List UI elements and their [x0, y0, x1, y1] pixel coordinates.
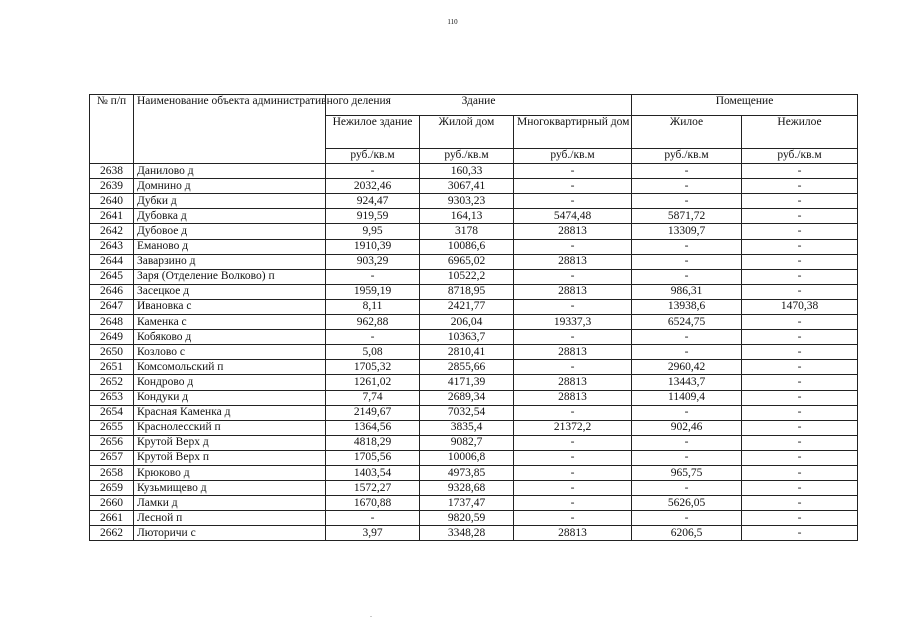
nonres-premises-value: -: [742, 405, 858, 420]
row-number: 2662: [90, 526, 134, 541]
table-row: [90, 254, 858, 269]
nonres-premises-value: -: [742, 345, 858, 360]
res-house-value: 3348,28: [420, 526, 514, 541]
table-row: [90, 390, 858, 405]
res-house-value: 9303,23: [420, 194, 514, 209]
object-name: Дубки д: [134, 194, 326, 209]
nonres-premises-value: -: [742, 375, 858, 390]
res-house-value: 10522,2: [420, 269, 514, 284]
header-nonres-building: Нежилое здание: [326, 116, 420, 149]
table-row: [90, 405, 858, 420]
nonres-premises-value: -: [742, 435, 858, 450]
row-number: 2639: [90, 179, 134, 194]
apartment-house-value: -: [514, 299, 632, 314]
nonres-building-value: -: [326, 330, 420, 345]
row-number: 2643: [90, 239, 134, 254]
apartment-house-value: 5474,48: [514, 209, 632, 224]
row-number: 2658: [90, 465, 134, 480]
apartment-house-value: 28813: [514, 224, 632, 239]
res-house-value: 6965,02: [420, 254, 514, 269]
nonres-building-value: 919,59: [326, 209, 420, 224]
nonres-building-value: 2149,67: [326, 405, 420, 420]
row-number: 2644: [90, 254, 134, 269]
nonres-building-value: -: [326, 164, 420, 179]
nonres-premises-value: -: [742, 465, 858, 480]
apartment-house-value: -: [514, 360, 632, 375]
table-row: [90, 315, 858, 330]
nonres-premises-value: -: [742, 511, 858, 526]
nonres-building-value: 1364,56: [326, 420, 420, 435]
nonres-premises-value: 1470,38: [742, 299, 858, 314]
nonres-building-value: 903,29: [326, 254, 420, 269]
object-name: Ламки д: [134, 496, 326, 511]
object-name: Заря (Отделение Волково) п: [134, 269, 326, 284]
scan-mark: .: [370, 610, 372, 619]
row-number: 2647: [90, 299, 134, 314]
nonres-building-value: 9,95: [326, 224, 420, 239]
table-row: [90, 526, 858, 541]
res-premises-value: -: [632, 164, 742, 179]
row-number: 2656: [90, 435, 134, 450]
page-number: 110: [447, 18, 458, 26]
table-row: [90, 224, 858, 239]
unit-label: руб./кв.м: [514, 149, 632, 164]
apartment-house-value: 21372,2: [514, 420, 632, 435]
table-row: [90, 330, 858, 345]
header-nonres-premises: Нежилое: [742, 116, 858, 149]
apartment-house-value: -: [514, 269, 632, 284]
res-house-value: 10363,7: [420, 330, 514, 345]
res-premises-value: -: [632, 179, 742, 194]
row-number: 2657: [90, 450, 134, 465]
table-row: [90, 179, 858, 194]
table-row: [90, 360, 858, 375]
nonres-premises-value: -: [742, 194, 858, 209]
apartment-house-value: 19337,3: [514, 315, 632, 330]
res-house-value: 4171,39: [420, 375, 514, 390]
res-house-value: 164,13: [420, 209, 514, 224]
res-house-value: 3067,41: [420, 179, 514, 194]
res-house-value: 3178: [420, 224, 514, 239]
apartment-house-value: 28813: [514, 345, 632, 360]
nonres-building-value: -: [326, 511, 420, 526]
res-premises-value: -: [632, 435, 742, 450]
table-row: [90, 420, 858, 435]
valuation-table: [89, 94, 858, 541]
nonres-premises-value: -: [742, 164, 858, 179]
res-premises-value: -: [632, 254, 742, 269]
object-name: Крюково д: [134, 465, 326, 480]
table-row: [90, 481, 858, 496]
res-house-value: 9820,59: [420, 511, 514, 526]
table-row: [90, 435, 858, 450]
nonres-building-value: 1572,27: [326, 481, 420, 496]
nonres-premises-value: -: [742, 239, 858, 254]
res-premises-value: -: [632, 345, 742, 360]
table-row: [90, 194, 858, 209]
table-row: [90, 239, 858, 254]
object-name: Дубовка д: [134, 209, 326, 224]
nonres-premises-value: -: [742, 179, 858, 194]
unit-label: руб./кв.м: [420, 149, 514, 164]
object-name: Еманово д: [134, 239, 326, 254]
table-row: [90, 164, 858, 179]
nonres-premises-value: -: [742, 330, 858, 345]
row-number: 2655: [90, 420, 134, 435]
row-number: 2646: [90, 284, 134, 299]
object-name: Красная Каменка д: [134, 405, 326, 420]
header-name: Наименование объекта административного деления: [134, 95, 326, 164]
table-row: [90, 465, 858, 480]
res-house-value: 4973,85: [420, 465, 514, 480]
res-house-value: 206,04: [420, 315, 514, 330]
row-number: 2648: [90, 315, 134, 330]
object-name: Люторичи с: [134, 526, 326, 541]
object-name: Данилово д: [134, 164, 326, 179]
apartment-house-value: -: [514, 194, 632, 209]
object-name: Козлово с: [134, 345, 326, 360]
header-num: № п/п: [90, 95, 134, 164]
object-name: Засецкое д: [134, 284, 326, 299]
row-number: 2652: [90, 375, 134, 390]
object-name: Крутой Верх д: [134, 435, 326, 450]
nonres-building-value: 1670,88: [326, 496, 420, 511]
res-house-value: 2855,66: [420, 360, 514, 375]
res-premises-value: 986,31: [632, 284, 742, 299]
nonres-building-value: 1959,19: [326, 284, 420, 299]
res-premises-value: 6206,5: [632, 526, 742, 541]
header-res-house: Жилой дом: [420, 116, 514, 149]
res-premises-value: 13443,7: [632, 375, 742, 390]
res-premises-value: -: [632, 194, 742, 209]
row-number: 2640: [90, 194, 134, 209]
row-number: 2641: [90, 209, 134, 224]
res-premises-value: -: [632, 511, 742, 526]
res-premises-value: -: [632, 481, 742, 496]
row-number: 2642: [90, 224, 134, 239]
res-premises-value: 11409,4: [632, 390, 742, 405]
nonres-premises-value: -: [742, 254, 858, 269]
res-premises-value: 13309,7: [632, 224, 742, 239]
apartment-house-value: -: [514, 435, 632, 450]
nonres-building-value: 1910,39: [326, 239, 420, 254]
table-row: [90, 511, 858, 526]
object-name: Кондуки д: [134, 390, 326, 405]
nonres-building-value: 7,74: [326, 390, 420, 405]
res-premises-value: 965,75: [632, 465, 742, 480]
res-house-value: 10086,6: [420, 239, 514, 254]
row-number: 2645: [90, 269, 134, 284]
nonres-building-value: 962,88: [326, 315, 420, 330]
nonres-premises-value: -: [742, 390, 858, 405]
nonres-premises-value: -: [742, 481, 858, 496]
row-number: 2661: [90, 511, 134, 526]
nonres-building-value: 1403,54: [326, 465, 420, 480]
nonres-premises-value: -: [742, 526, 858, 541]
res-premises-value: 2960,42: [632, 360, 742, 375]
unit-label: руб./кв.м: [742, 149, 858, 164]
nonres-building-value: 3,97: [326, 526, 420, 541]
apartment-house-value: -: [514, 481, 632, 496]
object-name: Крутой Верх п: [134, 450, 326, 465]
row-number: 2654: [90, 405, 134, 420]
object-name: Ивановка с: [134, 299, 326, 314]
row-number: 2650: [90, 345, 134, 360]
res-house-value: 7032,54: [420, 405, 514, 420]
apartment-house-value: -: [514, 511, 632, 526]
res-house-value: 8718,95: [420, 284, 514, 299]
apartment-house-value: -: [514, 405, 632, 420]
row-number: 2653: [90, 390, 134, 405]
nonres-premises-value: -: [742, 450, 858, 465]
res-house-value: 10006,8: [420, 450, 514, 465]
object-name: Кондрово д: [134, 375, 326, 390]
apartment-house-value: 28813: [514, 390, 632, 405]
table-row: [90, 269, 858, 284]
object-name: Кобяково д: [134, 330, 326, 345]
res-premises-value: 902,46: [632, 420, 742, 435]
nonres-building-value: -: [326, 269, 420, 284]
row-number: 2638: [90, 164, 134, 179]
nonres-premises-value: -: [742, 420, 858, 435]
nonres-building-value: 924,47: [326, 194, 420, 209]
res-house-value: 2810,41: [420, 345, 514, 360]
res-house-value: 2421,77: [420, 299, 514, 314]
nonres-building-value: 1705,56: [326, 450, 420, 465]
nonres-building-value: 4818,29: [326, 435, 420, 450]
table-row: [90, 299, 858, 314]
res-premises-value: -: [632, 269, 742, 284]
nonres-premises-value: -: [742, 269, 858, 284]
object-name: Домнино д: [134, 179, 326, 194]
res-premises-value: 6524,75: [632, 315, 742, 330]
row-number: 2651: [90, 360, 134, 375]
nonres-building-value: 2032,46: [326, 179, 420, 194]
apartment-house-value: -: [514, 450, 632, 465]
res-premises-value: -: [632, 239, 742, 254]
res-premises-value: -: [632, 450, 742, 465]
apartment-house-value: 28813: [514, 375, 632, 390]
apartment-house-value: -: [514, 330, 632, 345]
apartment-house-value: -: [514, 496, 632, 511]
row-number: 2659: [90, 481, 134, 496]
header-building: Здание: [326, 95, 632, 116]
res-house-value: 9082,7: [420, 435, 514, 450]
nonres-building-value: 1705,32: [326, 360, 420, 375]
apartment-house-value: -: [514, 239, 632, 254]
nonres-premises-value: -: [742, 315, 858, 330]
nonres-premises-value: -: [742, 284, 858, 299]
unit-label: руб./кв.м: [326, 149, 420, 164]
header-apartment-house: Многоквартирный дом: [514, 116, 632, 149]
nonres-building-value: 1261,02: [326, 375, 420, 390]
table-row: [90, 345, 858, 360]
nonres-premises-value: -: [742, 496, 858, 511]
header-premises: Помещение: [632, 95, 858, 116]
unit-label: руб./кв.м: [632, 149, 742, 164]
nonres-premises-value: -: [742, 209, 858, 224]
apartment-house-value: -: [514, 179, 632, 194]
header-res-premises: Жилое: [632, 116, 742, 149]
res-house-value: 1737,47: [420, 496, 514, 511]
res-house-value: 160,33: [420, 164, 514, 179]
object-name: Дубовое д: [134, 224, 326, 239]
object-name: Кузьмищево д: [134, 481, 326, 496]
row-number: 2660: [90, 496, 134, 511]
table-row: [90, 209, 858, 224]
res-premises-value: -: [632, 405, 742, 420]
row-number: 2649: [90, 330, 134, 345]
table-row: [90, 375, 858, 390]
res-premises-value: 13938,6: [632, 299, 742, 314]
object-name: Лесной п: [134, 511, 326, 526]
res-house-value: 2689,34: [420, 390, 514, 405]
nonres-premises-value: -: [742, 360, 858, 375]
res-premises-value: 5626,05: [632, 496, 742, 511]
apartment-house-value: 28813: [514, 254, 632, 269]
table-row: [90, 496, 858, 511]
table-row: [90, 450, 858, 465]
object-name: Краснолесский п: [134, 420, 326, 435]
res-premises-value: -: [632, 330, 742, 345]
nonres-premises-value: -: [742, 224, 858, 239]
object-name: Заварзино д: [134, 254, 326, 269]
object-name: Комсомольский п: [134, 360, 326, 375]
nonres-building-value: 5,08: [326, 345, 420, 360]
res-premises-value: 5871,72: [632, 209, 742, 224]
object-name: Каменка с: [134, 315, 326, 330]
apartment-house-value: -: [514, 164, 632, 179]
apartment-house-value: 28813: [514, 526, 632, 541]
nonres-building-value: 8,11: [326, 299, 420, 314]
apartment-house-value: -: [514, 465, 632, 480]
table-row: [90, 284, 858, 299]
res-house-value: 3835,4: [420, 420, 514, 435]
apartment-house-value: 28813: [514, 284, 632, 299]
res-house-value: 9328,68: [420, 481, 514, 496]
